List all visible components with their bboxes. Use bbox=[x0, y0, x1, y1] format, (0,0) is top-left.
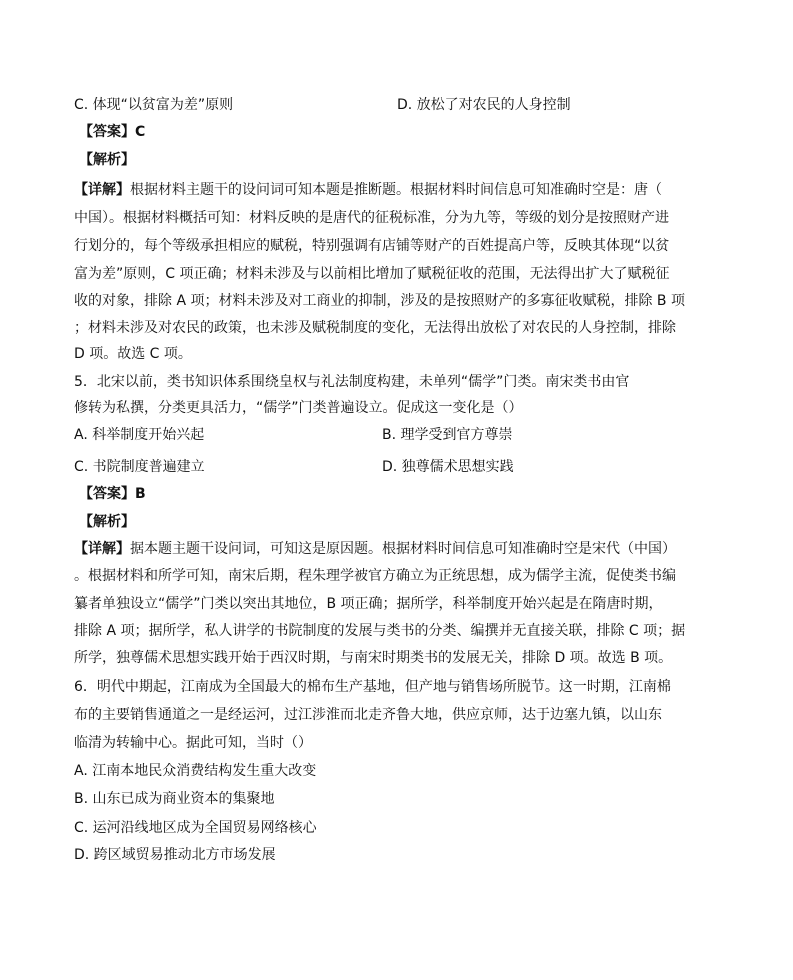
q4-detail-line-3: 富为差”原则，C 项正确；材料未涉及与以前相比增加了赋税征收的范围，无法得出扩大了赋税征 bbox=[74, 266, 670, 282]
q5-option-c: C. 书院制度普遍建立 bbox=[74, 459, 205, 475]
q4-detail-line-6: D 项。故选 C 项。 bbox=[74, 346, 192, 362]
q4-option-d: D. 放松了对农民的人身控制 bbox=[397, 97, 571, 113]
analysis-label: 【解析】 bbox=[79, 514, 135, 530]
answer-label: 【答案】 bbox=[79, 124, 135, 140]
q4-analysis-label bbox=[79, 150, 135, 170]
q4-answer bbox=[79, 122, 145, 142]
q5-stem-line-0: 5．北宋以前，类书知识体系围绕皇权与礼法制度构建，未单列“儒学”门类。南宋类书由官 bbox=[74, 374, 630, 390]
q4-detail-line-2: 行划分的，每个等级承担相应的赋税，特别强调有店铺等财产的百姓提高户等，反映其体现“以贫 bbox=[74, 238, 670, 254]
q5-answer bbox=[79, 484, 146, 504]
q5-detail-line-1: 。根据材料和所学可知，南宋后期，程朱理学被官方确立为正统思想，成为儒学主流，促使类书编 bbox=[74, 568, 676, 584]
q6-stem-line-1: 布的主要销售通道之一是经运河，过江涉淮而北走齐鲁大地，供应京师，达于边塞九镇，以山东 bbox=[74, 707, 662, 723]
q6-option-a: A. 江南本地民众消费结构发生重大改变 bbox=[74, 763, 317, 779]
q5-detail-line-3: 排除 A 项；据所学，私人讲学的书院制度的发展与类书的分类、编撰并无直接关联，排除 C 项；据 bbox=[74, 623, 686, 639]
detail-label: 【详解】 bbox=[74, 541, 130, 557]
q4-option-c: C. 体现“以贫富为差”原则 bbox=[74, 97, 234, 113]
q6-option-c: C. 运河沿线地区成为全国贸易网络核心 bbox=[74, 820, 317, 836]
q6-option-b: B. 山东已成为商业资本的集聚地 bbox=[74, 791, 275, 807]
q4-detail-line-0 bbox=[74, 180, 662, 200]
q5-option-b: B. 理学受到官方尊崇 bbox=[382, 427, 513, 443]
q6-option-d: D. 跨区域贸易推动北方市场发展 bbox=[74, 847, 276, 863]
detail-label: 【详解】 bbox=[74, 182, 130, 198]
answer-value: B bbox=[135, 486, 146, 502]
q5-detail-line-0 bbox=[74, 539, 676, 559]
q4-detail-line-4: 收的对象，排除 A 项；材料未涉及对工商业的抑制，涉及的是按照财产的多寡征收赋税，排除 B 项 bbox=[74, 293, 685, 309]
q6-stem-line-0: 6．明代中期起，江南成为全国最大的棉布生产基地，但产地与销售场所脱节。这一时期，江南棉 bbox=[74, 679, 671, 695]
q5-analysis-label bbox=[79, 512, 135, 532]
answer-label: 【答案】 bbox=[79, 486, 135, 502]
q5-stem-line-1: 修转为私撰，分类更具活力，“儒学”门类普遍设立。促成这一变化是（） bbox=[74, 400, 523, 416]
detail-text: 根据材料主题干的设问词可知本题是推断题。根据材料时间信息可知准确时空是：唐（ bbox=[130, 182, 662, 198]
q4-detail-line-1: 中国）。根据材料概括可知：材料反映的是唐代的征税标准，分为九等，等级的划分是按照财产进 bbox=[74, 210, 669, 226]
q5-option-a: A. 科举制度开始兴起 bbox=[74, 427, 205, 443]
q5-option-d: D. 独尊儒术思想实践 bbox=[382, 459, 514, 475]
detail-text: 据本题主题干设问词，可知这是原因题。根据材料时间信息可知准确时空是宋代（中国） bbox=[130, 541, 676, 557]
answer-value: C bbox=[135, 124, 146, 140]
q4-detail-line-5: ；材料未涉及对农民的政策，也未涉及赋税制度的变化，无法得出放松了对农民的人身控制，排除 bbox=[74, 320, 676, 336]
analysis-label: 【解析】 bbox=[79, 152, 135, 168]
q5-detail-line-4: 所学，独尊儒术思想实践开始于西汉时期，与南宋时期类书的发展无关，排除 D 项。故选 B 项。 bbox=[74, 650, 673, 666]
q5-detail-line-2: 纂者单独设立“儒学”门类以突出其地位，B 项正确；据所学，科举制度开始兴起是在隋唐时期， bbox=[74, 596, 663, 612]
q6-stem-line-2: 临清为转输中心。据此可知，当时（） bbox=[74, 735, 312, 751]
